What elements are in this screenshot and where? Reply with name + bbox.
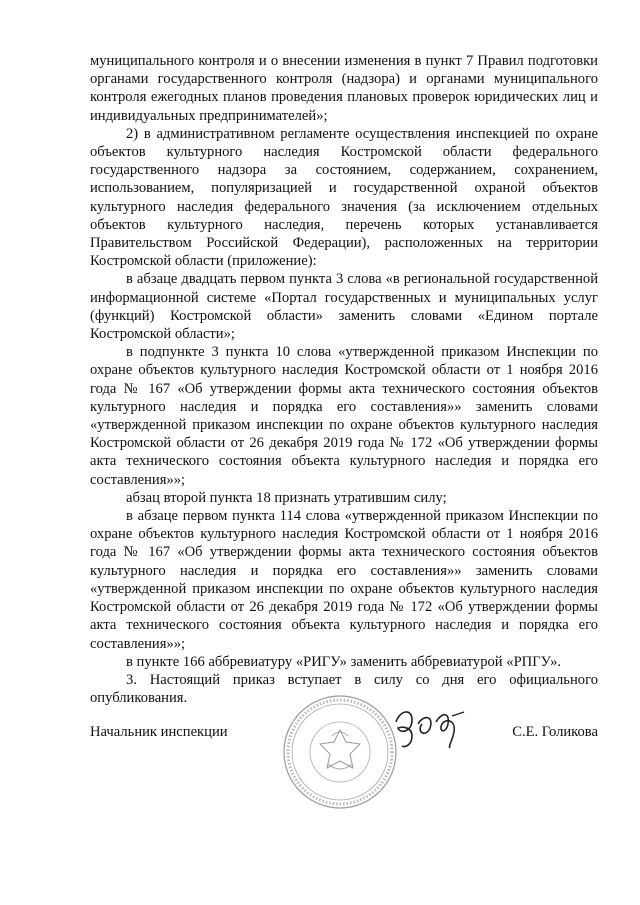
handwritten-signature <box>390 702 470 752</box>
paragraph-3: в абзаце двадцать первом пункта 3 слова «в региональной государственной информационной системе «Портал государственных и муниципальных услуг (функций) Костромской области» заменить словами «Едином портале Костромской области»; <box>90 271 598 343</box>
document-body <box>90 52 598 707</box>
official-seal <box>280 692 400 812</box>
paragraph-8: 3. Настоящий приказ вступает в силу со дня его официального опубликования. <box>90 671 598 707</box>
paragraph-6: в абзаце первом пункта 114 слова «утвержденной приказом Инспекции по охране объектов культурного наследия Костромской области от 1 ноября 2016 года № 167 «Об утверждении формы акта технического состояния объектов культурного наследия и порядка его составления»» заменить словами «утвержденной приказом инспекции по охране объектов культурного наследия Костромской области от 26 декабря 2019 года № 172 «Об утверждении формы акта технического состояния объекта культурного наследия и порядка его составления»»; <box>90 508 598 652</box>
signatory-title: Начальник инспекции <box>90 724 228 740</box>
paragraph-7: в пункте 166 аббревиатуру «РИГУ» заменить аббревиатурой «РПГУ». <box>126 653 562 670</box>
paragraph-4: в подпункте 3 пункта 10 слова «утвержденной приказом Инспекции по охране объектов культурного наследия Костромской области от 1 ноября 2016 года № 167 «Об утверждении формы акта технического состояния объектов культурного наследия и порядка его составления»» заменить словами «утвержденной приказом инспекции по охране объектов культурного наследия Костромской области от 26 декабря 2019 года № 172 «Об утверждении формы акта технического состояния объекта культурного наследия и порядка его составления»»; <box>90 344 598 488</box>
signatory-name: С.Е. Голикова <box>512 724 598 740</box>
signature-block <box>90 692 598 812</box>
paragraph-5: абзац второй пункта 18 признать утратившим силу; <box>126 489 447 506</box>
paragraph-2: 2) в административном регламенте осуществления инспекцией по охране объектов культурного наследия Костромской области федерального государственного надзора за состоянием, содержанием, сохранением, использованием, популяризацией и государственной охраной объектов культурного наследия федерального значения (за исключением отдельных объектов культурного наследия, перечень которых устанавливается Правительством Российской Федерации), расположенных на территории Костромской области (приложение): <box>90 125 598 270</box>
paragraph-1: муниципального контроля и о внесении изменения в пункт 7 Правил подготовки органами государственного контроля (надзора) и органами муниципального контроля ежегодных планов проведения плановых проверок юридических лиц и индивидуальных предпринимателей»; <box>90 53 598 124</box>
